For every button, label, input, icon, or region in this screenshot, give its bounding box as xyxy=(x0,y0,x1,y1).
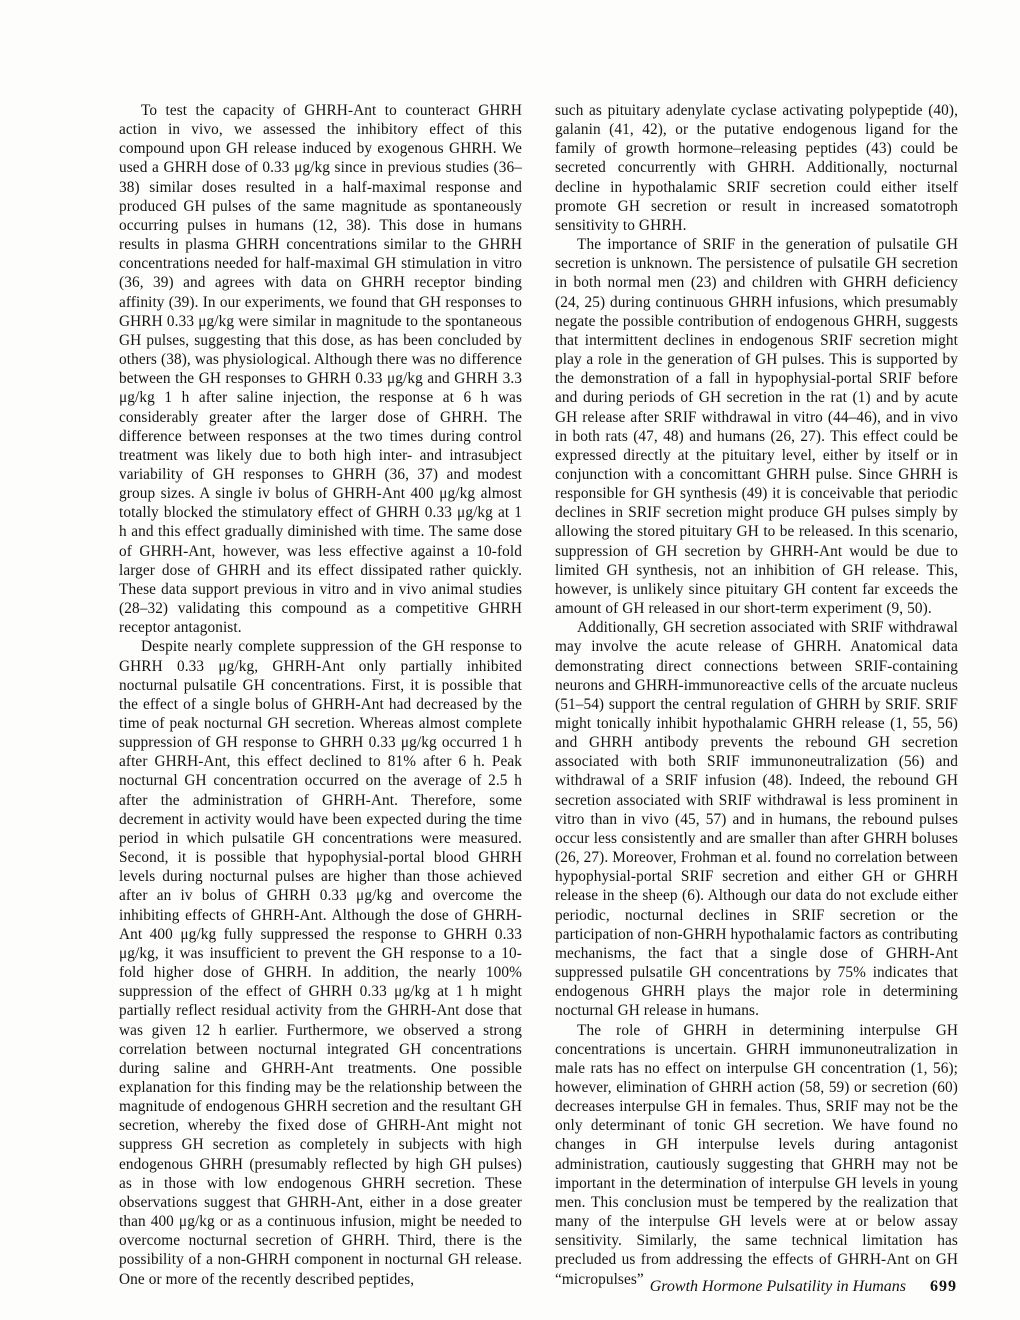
paragraph: such as pituitary adenylate cyclase activating polypeptide (40), galanin (41, 42), or the putative endogenous ligand for the family of growth hormone–releasing peptides (43) could be secreted concurrently with GHRH. Additionally, nocturnal decline in hypothalamic SRIF secretion could either itself promote GH secretion or result in increased somatotroph sensitivity to GHRH. xyxy=(555,102,958,234)
right-column xyxy=(555,101,958,1289)
paragraph: The role of GHRH in determining interpulse GH concentrations is uncertain. GHRH immunoneutralization in male rats has no effect on interpulse GH concentration (1, 56); however, elimination of GHRH action (58, 59) or secretion (60) decreases interpulse GH in females. Thus, SRIF may not be the only determinant of tonic GH secretion. We have found no changes in GH interpulse levels during antagonist administration, cautiously suggesting that GHRH may not be important in the determination of interpulse GH levels in young men. This conclusion must be tempered by the realization that many of the interpulse GH levels were at or below assay sensitivity. Similarly, the same technical limitation has precluded us from addressing the effects of GHRH-Ant on GH “micropulses” xyxy=(555,1021,958,1288)
page-footer xyxy=(119,1278,957,1296)
text-columns xyxy=(119,101,957,1289)
page-number: 699 xyxy=(930,1278,957,1295)
paragraph: The importance of SRIF in the generation of pulsatile GH secretion is unknown. The persistence of pulsatile GH secretion in both normal men (23) and children with GHRH deficiency (24, 25) during continuous GHRH infusions, which presumably negate the possible contribution of endogenous GHRH, suggests that intermittent declines in endogenous SRIF secretion might play a role in the generation of GH pulses. This is supported by the demonstration of a fall in hypophysial-portal SRIF before and during periods of GH secretion in the rat (1) and by acute GH release after SRIF withdrawal in vitro (44–46), and in vivo in both rats (47, 48) and humans (26, 27). This effect could be expressed directly at the pituitary level, either by itself or in conjunction with a concomittant GHRH pulse. Since GHRH is responsible for GH synthesis (49) it is conceivable that periodic declines in SRIF secretion might produce GH pulses simply by allowing the stored pituitary GH to be released. In this scenario, suppression of GH secretion by GHRH-Ant would be due to limited GH synthesis, not an inhibition of GH release. This, however, is unlikely since pituitary GH content far exceeds the amount of GH released in our short-term experiment (9, 50). xyxy=(555,236,958,618)
left-column xyxy=(119,101,522,1289)
paragraph: To test the capacity of GHRH-Ant to counteract GHRH action in vivo, we assessed the inhibitory effect of this compound upon GH release induced by exogenous GHRH. We used a GHRH dose of 0.33 μg/kg since in previous studies (36–38) similar doses resulted in a half-maximal response and produced GH pulses of the same magnitude as spontaneously occurring pulses in humans (12, 38). This dose in humans results in plasma GHRH concentrations similar to the GHRH concentrations needed for half-maximal GH stimulation in vitro (36, 39) and agrees with data on GHRH receptor binding affinity (39). In our experiments, we found that GH responses to GHRH 0.33 μg/kg were similar in magnitude to the spontaneous GH pulses, suggesting that this dose, as has been concluded by others (38), was physiological. Although there was no difference between the GH responses to GHRH 0.33 μg/kg and GHRH 3.3 μg/kg 1 h after saline injection, the response at 6 h was considerably greater after the larger dose of GHRH. The difference between responses at the two times during control treatment was likely due to both high inter- and intrasubject variability of GH responses to GHRH (36, 37) and modest group sizes. A single iv bolus of GHRH-Ant 400 μg/kg almost totally blocked the stimulatory effect of GHRH 0.33 μg/kg at 1 h and this effect gradually diminished with time. The same dose of GHRH-Ant, however, was less effective against a 10-fold larger dose of GHRH and its effect dissipated rather quickly. These data support previous in vitro and in vivo animal studies (28–32) validating this compound as a competitive GHRH receptor antagonist. xyxy=(119,102,522,637)
paragraph: Despite nearly complete suppression of the GH response to GHRH 0.33 μg/kg, GHRH-Ant only partially inhibited nocturnal pulsatile GH concentrations. First, it is possible that the effect of a single bolus of GHRH-Ant had decreased by the time of peak nocturnal GH secretion. Whereas almost complete suppression of GH response to GHRH 0.33 μg/kg occurred 1 h after GHRH-Ant, this effect declined to 81% after 6 h. Peak nocturnal GH concentration occurred on the average of 2.5 h after the administration of GHRH-Ant. Therefore, some decrement in activity would have been expected during the time period in which pulsatile GH concentrations were measured. Second, it is possible that hypophysial-portal blood GHRH levels during nocturnal pulses are higher than those achieved after an iv bolus of GHRH 0.33 μg/kg and overcome the inhibiting effects of GHRH-Ant. Although the dose of GHRH-Ant 400 μg/kg fully suppressed the response to GHRH 0.33 μg/kg, it was insufficient to prevent the GH response to a 10-fold higher dose of GHRH. In addition, the nearly 100% suppression of the effect of GHRH 0.33 μg/kg at 1 h might partially reflect residual activity from the GHRH-Ant dose that was given 12 h earlier. Furthermore, we observed a strong correlation between nocturnal integrated GH concentrations during saline and GHRH-Ant treatments. One possible explanation for this finding may be the relationship between the magnitude of endogenous GHRH secretion and the resultant GH secretion, whereby the fixed dose of GHRH-Ant might not suppress GH secretion as completely in subjects with high endogenous GHRH (presumably reflected by high GH pulses) as in those with low endogenous GHRH secretion. These observations suggest that GHRH-Ant, either in a dose greater than 400 μg/kg or as a continuous infusion, might be needed to overcome nocturnal secretion of GHRH. Third, there is the possibility of a non-GHRH component in nocturnal GH release. One or more of the recently described peptides, xyxy=(119,638,522,1288)
running-title: Growth Hormone Pulsatility in Humans xyxy=(649,1278,906,1295)
paragraph: Additionally, GH secretion associated with SRIF withdrawal may involve the acute release of GHRH. Anatomical data demonstrating direct connections between SRIF-containing neurons and GHRH-immunoreactive cells of the arcuate nucleus (51–54) support the central regulation of GHRH by SRIF. SRIF might tonically inhibit hypothalamic GHRH release (1, 55, 56) and GHRH antibody prevents the rebound GH secretion associated with both SRIF immunoneutralization (56) and withdrawal of a SRIF infusion (48). Indeed, the rebound GH secretion associated with SRIF withdrawal is less prominent in vitro than in vivo (45, 57) and in humans, the rebound pulses occur less consistently and are smaller than after GHRH boluses (26, 27). Moreover, Frohman et al. found no correlation between hypophysial-portal SRIF secretion and either GH or GHRH release in the sheep (6). Although our data do not exclude either periodic, nocturnal declines in SRIF secretion or the participation of non-GHRH hypothalamic factors as contributing mechanisms, the fact that a single dose of GHRH-Ant suppressed pulsatile GH concentrations by 75% indicates that endogenous GHRH plays the major role in determining nocturnal GH release in humans. xyxy=(555,619,958,1020)
